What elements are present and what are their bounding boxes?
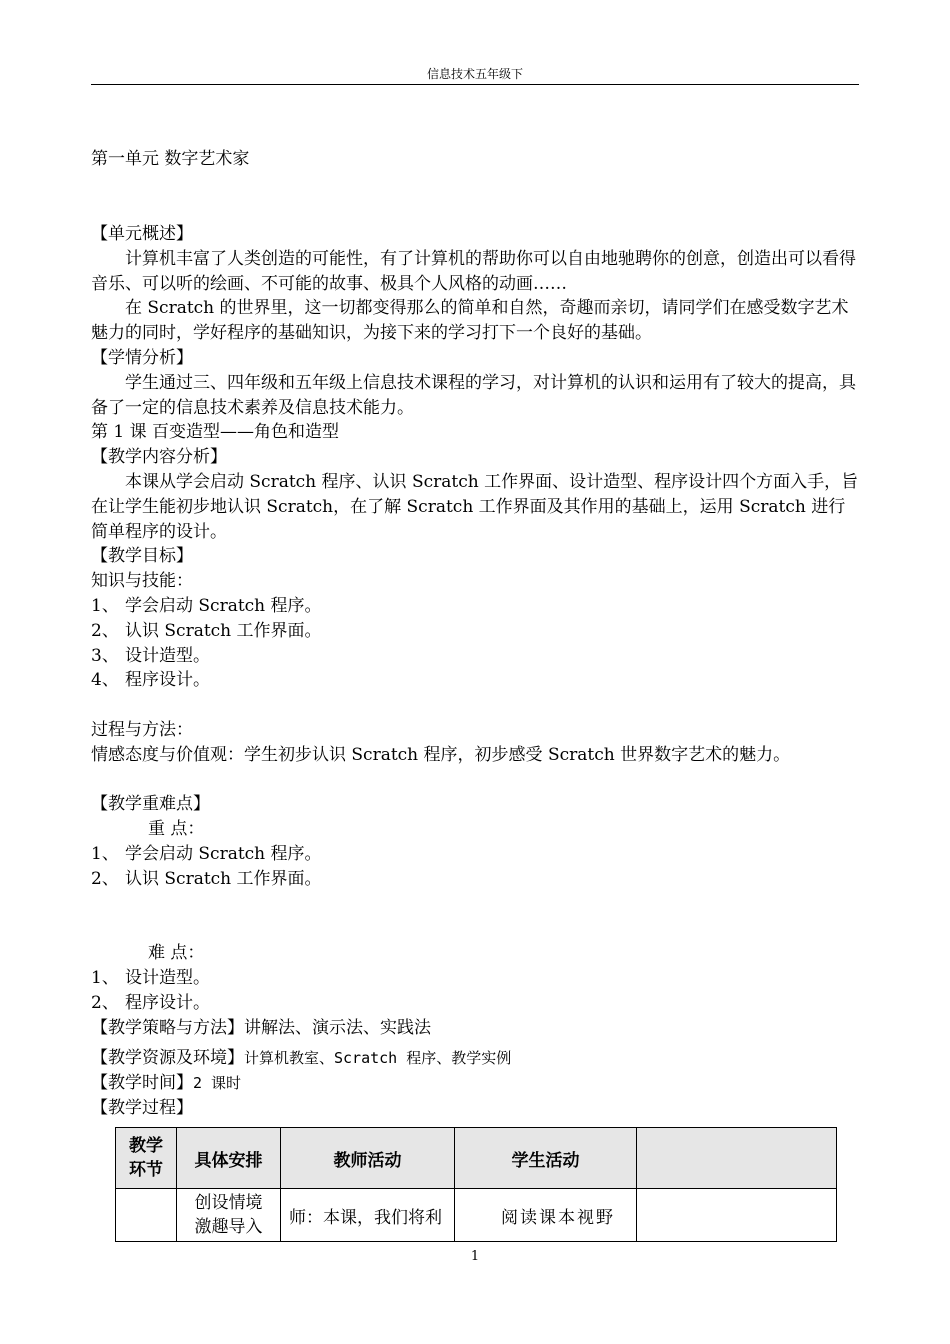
page-number: 1 xyxy=(470,1249,480,1264)
objective-item xyxy=(91,619,861,644)
header-student: 学生活动 xyxy=(455,1128,637,1189)
time-label: 【教学时间】 xyxy=(91,1073,193,1094)
list-number: 2、 xyxy=(91,992,119,1013)
header-blank xyxy=(637,1128,837,1189)
list-text: 学会启动 Scratch 程序。 xyxy=(125,843,322,864)
list-number: 1、 xyxy=(91,967,119,988)
student-analysis-paragraph: 学生通过三、四年级和五年级上信息技术课程的学习，对计算机的认识和运用有了较大的提高，具备了一定的信息技术素养及信息技术能力。 xyxy=(91,372,856,418)
spacer xyxy=(91,916,861,941)
difficult-item xyxy=(91,966,861,991)
lesson-title: 第 1 课 百变造型——角色和造型 xyxy=(91,422,340,443)
list-number: 4、 xyxy=(91,670,119,691)
resources-value: 计算机教室、Scratch 程序、教学实例 xyxy=(244,1049,512,1068)
teaching-process-table xyxy=(115,1127,837,1242)
spacer xyxy=(91,768,861,793)
key-points-heading: 【教学重难点】 xyxy=(91,794,210,815)
cell-student: 阅读课本视野 xyxy=(455,1189,637,1242)
list-number: 2、 xyxy=(91,620,119,641)
list-number: 1、 xyxy=(91,595,119,616)
spacer xyxy=(91,693,861,718)
list-number: 1、 xyxy=(91,843,119,864)
time-value: 2 课时 xyxy=(193,1074,242,1093)
plan-line1: 创设情境 xyxy=(194,1193,263,1213)
list-text: 设计造型。 xyxy=(125,645,210,666)
objectives-heading: 【教学目标】 xyxy=(91,546,193,567)
list-text: 认识 Scratch 工作界面。 xyxy=(125,620,322,641)
process-method-label: 过程与方法： xyxy=(91,719,193,740)
objective-item xyxy=(91,668,861,693)
knowledge-label: 知识与技能： xyxy=(91,571,193,592)
list-text: 程序设计。 xyxy=(125,670,210,691)
overview-paragraph-1: 计算机丰富了人类创造的可能性，有了计算机的帮助你可以自由地驰聘你的创意，创造出可以看得音乐、可以听的绘画、不可能的故事、极具个人风格的动画…… xyxy=(91,248,856,294)
cell-extra xyxy=(637,1189,837,1242)
cell-teacher: 师：本课，我们将利 xyxy=(281,1189,455,1242)
key-label: 重 点： xyxy=(148,819,205,840)
content-analysis-heading: 【教学内容分析】 xyxy=(91,447,227,468)
list-text: 认识 Scratch 工作界面。 xyxy=(125,868,322,889)
header-plan: 具体安排 xyxy=(177,1128,281,1189)
header-teacher: 教师活动 xyxy=(281,1128,455,1189)
overview-paragraph-2: 在 Scratch 的世界里，这一切都变得那么的简单和自然，奇趣而亲切，请同学们在感受数字艺术魅力的同时，学好程序的基础知识，为接下来的学习打下一个良好的基础。 xyxy=(91,298,849,344)
emotion-objective: 情感态度与价值观：学生初步认识 Scratch 程序，初步感受 Scratch 世界数字艺术的魅力。 xyxy=(91,744,791,765)
plan-line2: 激趣导入 xyxy=(194,1217,263,1237)
document-body xyxy=(91,222,861,1121)
overview-heading: 【单元概述】 xyxy=(91,224,193,244)
content-analysis-paragraph: 本课从学会启动 Scratch 程序、认识 Scratch 工作界面、设计造型、程序设计四个方面入手，旨在让学生能初步地认识 Scratch，在了解 Scratch 工作界面及其作用的基础上，运用 Scratch 进行简单程序的设计。 xyxy=(91,471,859,542)
list-text: 程序设计。 xyxy=(125,992,210,1013)
table-row xyxy=(116,1189,837,1242)
cell-plan xyxy=(177,1189,281,1242)
list-text: 学会启动 Scratch 程序。 xyxy=(125,595,322,616)
page-header: 信息技术五年级下 xyxy=(91,64,859,85)
header-stage-line1: 教学 xyxy=(129,1136,163,1156)
objective-item xyxy=(91,594,861,619)
cell-stage xyxy=(116,1189,177,1242)
resources xyxy=(91,1046,861,1071)
list-number: 3、 xyxy=(91,645,119,666)
header-stage xyxy=(116,1128,177,1189)
teaching-time xyxy=(91,1071,861,1096)
student-analysis-heading: 【学情分析】 xyxy=(91,347,193,368)
resources-label: 【教学资源及环境】 xyxy=(91,1048,244,1069)
key-item xyxy=(91,842,861,867)
unit-title: 第一单元 数字艺术家 xyxy=(91,149,250,169)
key-item xyxy=(91,867,861,892)
difficult-label: 难 点： xyxy=(148,943,205,964)
objective-item xyxy=(91,644,861,669)
spacer xyxy=(91,892,861,917)
strategy: 【教学策略与方法】讲解法、演示法、实践法 xyxy=(91,1017,431,1038)
table-header-row xyxy=(116,1128,837,1189)
difficult-item xyxy=(91,991,861,1016)
process-heading: 【教学过程】 xyxy=(91,1097,193,1118)
list-number: 2、 xyxy=(91,868,119,889)
list-text: 设计造型。 xyxy=(125,967,210,988)
header-stage-line2: 环节 xyxy=(129,1160,163,1180)
